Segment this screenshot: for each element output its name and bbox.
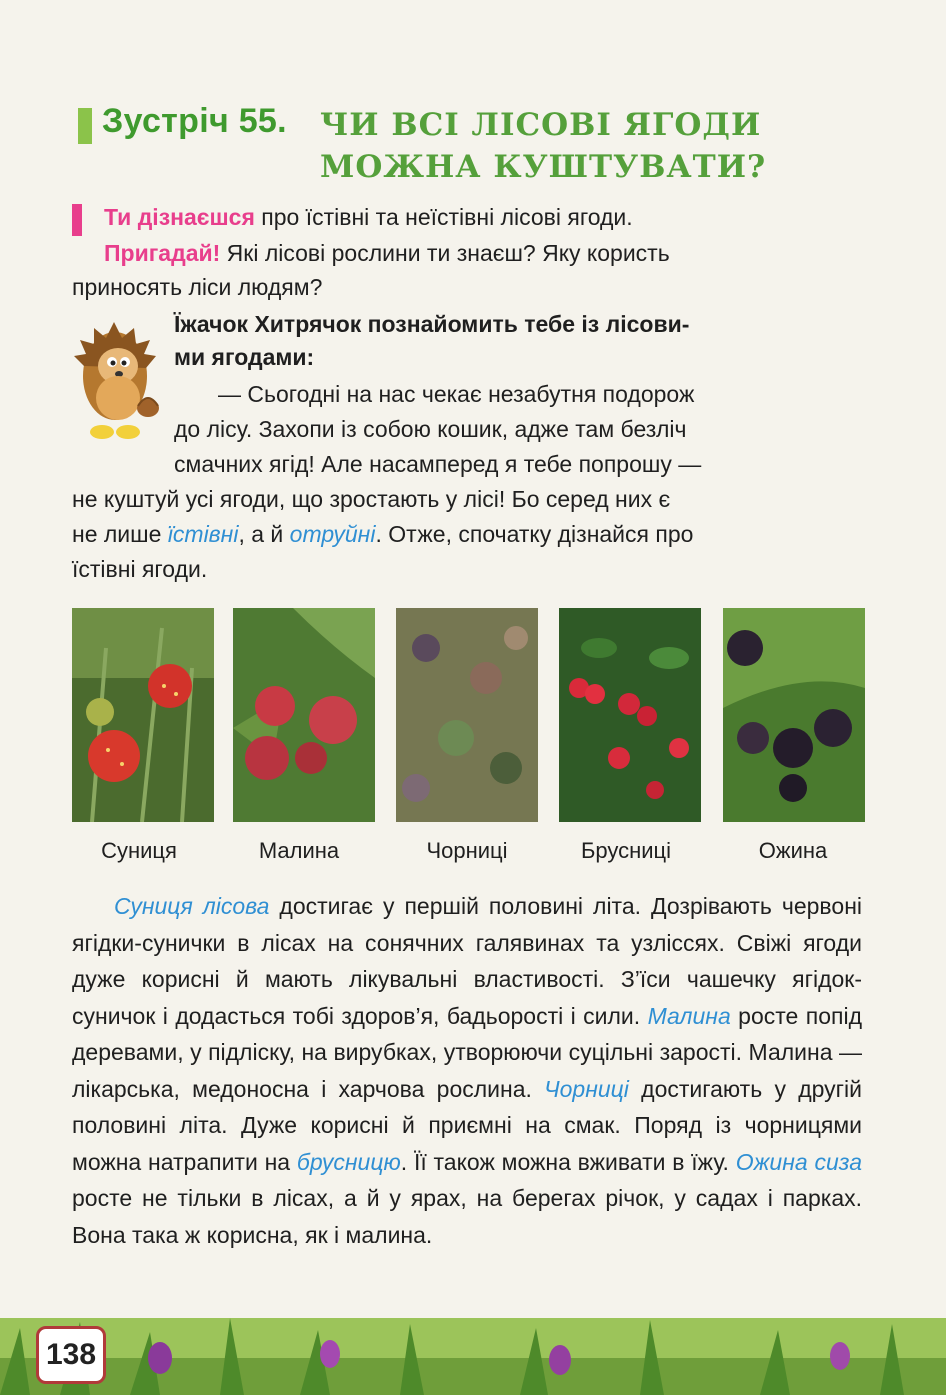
speech-line-3: смачних ягід! Але насамперед я тебе попрошу — bbox=[174, 451, 702, 477]
speech-line-2: до лісу. Захопи із собою кошик, адже там безліч bbox=[174, 416, 687, 442]
lingonberry-photo bbox=[559, 608, 701, 822]
speech-text: не лише bbox=[72, 521, 168, 547]
hedgehog-heading-line2: ми ягодами: bbox=[174, 344, 315, 370]
speech-line-4: не куштуй усі ягоди, що зростають у лісі! Бо серед них є bbox=[72, 486, 671, 512]
lesson-header bbox=[78, 98, 878, 188]
recall-line-2: приносять ліси людям? bbox=[72, 274, 323, 300]
speech-line-5 bbox=[72, 517, 872, 551]
learn-text: про їстівні та неїстівні лісові ягоди. bbox=[254, 204, 633, 230]
header-marker bbox=[78, 108, 92, 144]
section-marker bbox=[72, 204, 82, 236]
recall-label: Пригадай! bbox=[104, 240, 221, 266]
speech-line-6: їстівні ягоди. bbox=[72, 556, 208, 582]
grass-border bbox=[0, 1318, 946, 1395]
lesson-title-line1: ЧИ ВСІ ЛІСОВІ ЯГОДИ bbox=[320, 107, 762, 143]
lesson-title bbox=[320, 104, 766, 188]
term-lingonberry: брусницю bbox=[296, 1148, 401, 1175]
lesson-title-line2: МОЖНА КУШТУВАТИ? bbox=[320, 149, 767, 185]
learn-label: Ти дізнаєшся bbox=[104, 204, 255, 230]
caption-lingonberry: Брусниці bbox=[580, 838, 672, 863]
term-poisonous: отруйні bbox=[289, 521, 376, 547]
term-blueberry: Чорниці bbox=[544, 1075, 629, 1102]
term-strawberry: Суниця лісова bbox=[114, 893, 270, 919]
hedgehog-heading bbox=[174, 308, 874, 374]
caption-raspberry: Малина bbox=[258, 838, 340, 863]
term-blackberry: Ожина сиза bbox=[735, 1148, 862, 1175]
blueberry-photo bbox=[396, 608, 538, 822]
speech-text: , а й bbox=[238, 521, 290, 547]
learn-line bbox=[104, 200, 884, 234]
caption-blueberry: Чорниці bbox=[426, 838, 508, 863]
blackberry-photo bbox=[723, 608, 865, 822]
term-raspberry: Малина bbox=[647, 1002, 731, 1029]
caption-blackberry: Ожина bbox=[758, 838, 828, 863]
body-text: . Її також можна вживати в їжу. bbox=[400, 1148, 736, 1175]
body-text: росте попід деревами, у підліску, на вирубках, утворюючи суцільні зарості. Малина — лікарська, медоносна і харчова рослина. bbox=[72, 1002, 862, 1102]
body-text: росте не тільки в лісах, а й у ярах, на берегах річок, у садах і парках. Вона така ж корисна, як і малина. bbox=[72, 1185, 862, 1248]
speech-text: . Отже, спочатку дізнайся про bbox=[375, 521, 694, 547]
hedgehog-heading-line1: Їжачок Хитрячок познайомить тебе із лісови- bbox=[174, 311, 690, 337]
lesson-number: Зустріч 55. bbox=[102, 102, 287, 140]
body-paragraph bbox=[72, 888, 862, 1253]
recall-text: Які лісові рослини ти знаєш? Яку користь bbox=[220, 240, 670, 266]
recall-line bbox=[104, 236, 884, 270]
speech-line-1: — Сьогодні на нас чекає незабутня подорож bbox=[218, 381, 695, 407]
body-text: достигають у другій половині літа. Дуже корисні й приємні на смак. Поряд із чорницями можна натрапити на bbox=[72, 1075, 862, 1175]
body-text: достигає у першій половині літа. Дозрівають червоні ягідки-сунички в лісах на сонячних галявинах та узліссях. Свіжі ягоди дуже корисні й мають лікувальні властивості. З’їси чашечку ягідок-суничок і додасться тобі здоров’я, бадьорості і сили. bbox=[72, 893, 863, 1029]
strawberry-photo bbox=[72, 608, 214, 822]
raspberry-photo bbox=[233, 608, 375, 822]
term-edible: їстівні bbox=[167, 521, 239, 547]
caption-strawberry: Суниця bbox=[101, 838, 177, 863]
hedgehog-icon bbox=[70, 316, 160, 442]
page-number: 138 bbox=[36, 1326, 106, 1384]
